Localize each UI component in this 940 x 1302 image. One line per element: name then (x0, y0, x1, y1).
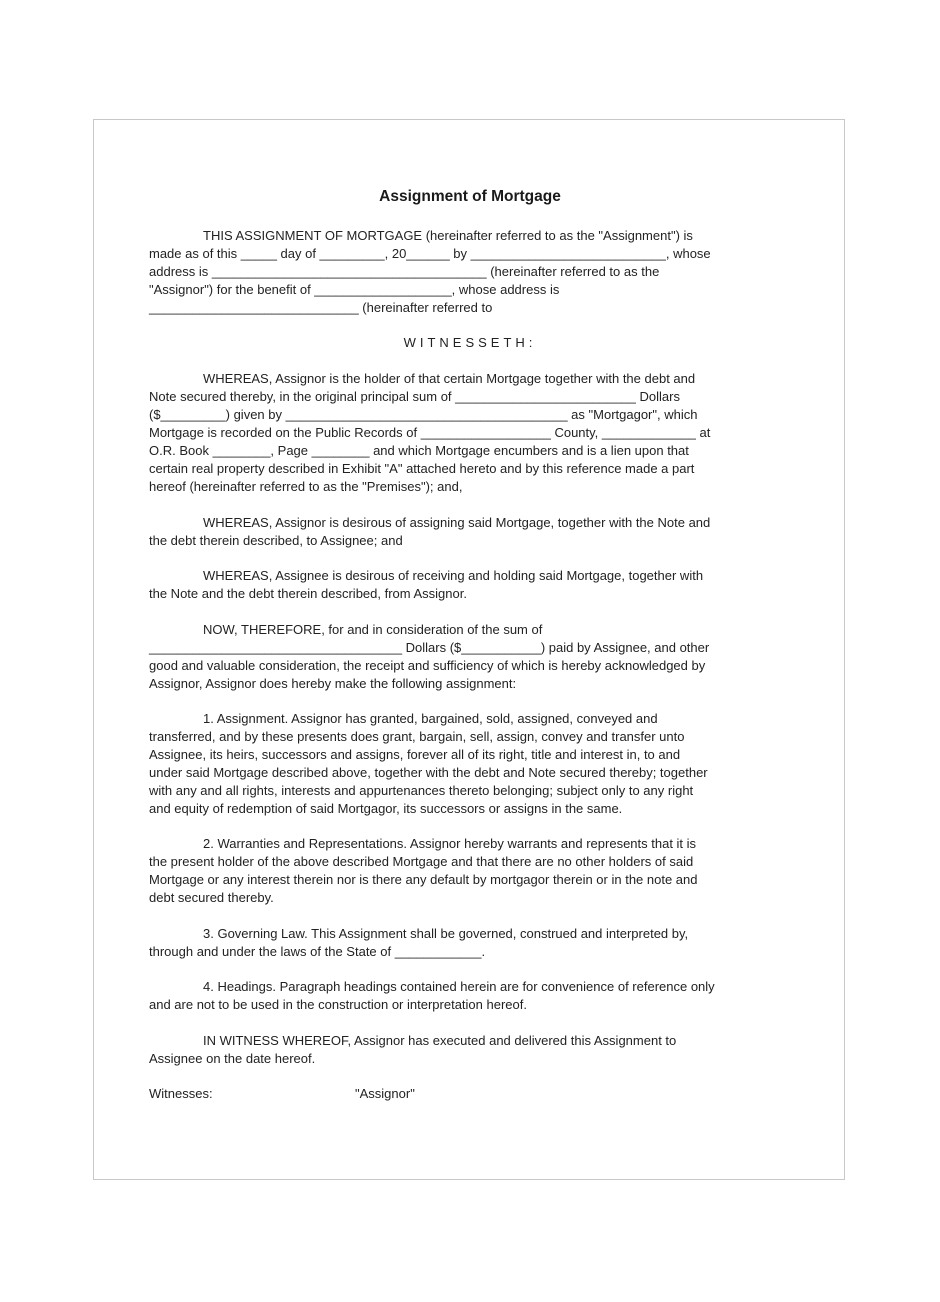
section-1-line-5: with any and all rights, interests and appurtenances thereto belonging; subject only to any right (149, 783, 694, 798)
assignor-label: "Assignor" (355, 1086, 415, 1101)
intro-line-5: _____________________________ (hereinafter referred to (149, 300, 493, 315)
section-4-line-2: and are not to be used in the construction or interpretation hereof. (149, 997, 527, 1012)
whereas-2-line-2: the debt therein described, to Assignee; and (149, 533, 403, 548)
now-therefore-line-3: good and valuable consideration, the receipt and sufficiency of which is hereby acknowledged by (149, 658, 706, 673)
whereas-1-line-7: hereof (hereinafter referred to as the "Premises"); and, (149, 479, 463, 494)
section-2-line-4: debt secured thereby. (149, 890, 274, 905)
section-3-line-1: 3. Governing Law. This Assignment shall be governed, construed and interpreted by, (203, 926, 689, 941)
section-1-line-6: and equity of redemption of said Mortgagor, its successors or assigns in the same. (149, 801, 623, 816)
section-2-line-2: the present holder of the above described Mortgage and that there are no other holders of said (149, 854, 694, 869)
whereas-1-line-4: Mortgage is recorded on the Public Records of __________________ County, _____________ at (149, 425, 711, 440)
intro-line-4: "Assignor") for the benefit of ___________________, whose address is (149, 282, 560, 297)
section-1-line-1: 1. Assignment. Assignor has granted, bargained, sold, assigned, conveyed and (203, 711, 658, 726)
whereas-1-line-3: ($_________) given by _______________________________________ as "Mortgagor", which (149, 407, 698, 422)
now-therefore-line-2: ___________________________________ Dollars ($___________) paid by Assignee, and other (149, 640, 710, 655)
section-2-line-1: 2. Warranties and Representations. Assignor hereby warrants and represents that it is (203, 836, 697, 851)
intro-line-2: made as of this _____ day of _________, 20______ by ___________________________, whose (149, 246, 711, 261)
section-3-line-2: through and under the laws of the State of ____________. (149, 944, 486, 959)
section-1-line-3: Assignee, its heirs, successors and assigns, forever all of its right, title and interest in, to and (149, 747, 681, 762)
in-witness-line-2: Assignee on the date hereof. (149, 1051, 316, 1066)
in-witness-line-1: IN WITNESS WHEREOF, Assignor has executed and delivered this Assignment to (203, 1033, 677, 1048)
whereas-1-line-6: certain real property described in Exhibit "A" attached hereto and by this reference made a part (149, 461, 695, 476)
whereas-3-line-2: the Note and the debt therein described, from Assignor. (149, 586, 467, 601)
witnesses-label: Witnesses: (149, 1086, 213, 1101)
section-2-line-3: Mortgage or any interest therein nor is there any default by mortgagor therein or in the note and (149, 872, 698, 887)
whereas-2-line-1: WHEREAS, Assignor is desirous of assigning said Mortgage, together with the Note and (203, 515, 711, 530)
section-4-line-1: 4. Headings. Paragraph headings contained herein are for convenience of reference only (203, 979, 715, 994)
whereas-1-line-5: O.R. Book ________, Page ________ and which Mortgage encumbers and is a lien upon that (149, 443, 689, 458)
whereas-1-line-2: Note secured thereby, in the original principal sum of _________________________ Dollars (149, 389, 680, 404)
section-1-line-2: transferred, and by these presents does grant, bargain, sell, assign, convey and transfer unto (149, 729, 685, 744)
now-therefore-line-4: Assignor, Assignor does hereby make the following assignment: (149, 676, 517, 691)
intro-line-1: THIS ASSIGNMENT OF MORTGAGE (hereinafter referred to as the "Assignment") is (203, 228, 693, 243)
whereas-1-line-1: WHEREAS, Assignor is the holder of that certain Mortgage together with the debt and (203, 371, 696, 386)
section-1-line-4: under said Mortgage described above, together with the debt and Note secured thereby; together (149, 765, 708, 780)
document-title: Assignment of Mortgage (379, 188, 561, 205)
whereas-3-line-1: WHEREAS, Assignee is desirous of receiving and holding said Mortgage, together with (203, 568, 704, 583)
witnesseth-heading: WITNESSETH: (403, 335, 537, 350)
intro-line-3: address is ______________________________________ (hereinafter referred to as the (149, 264, 660, 279)
now-therefore-line-1: NOW, THEREFORE, for and in consideration of the sum of (203, 622, 543, 637)
